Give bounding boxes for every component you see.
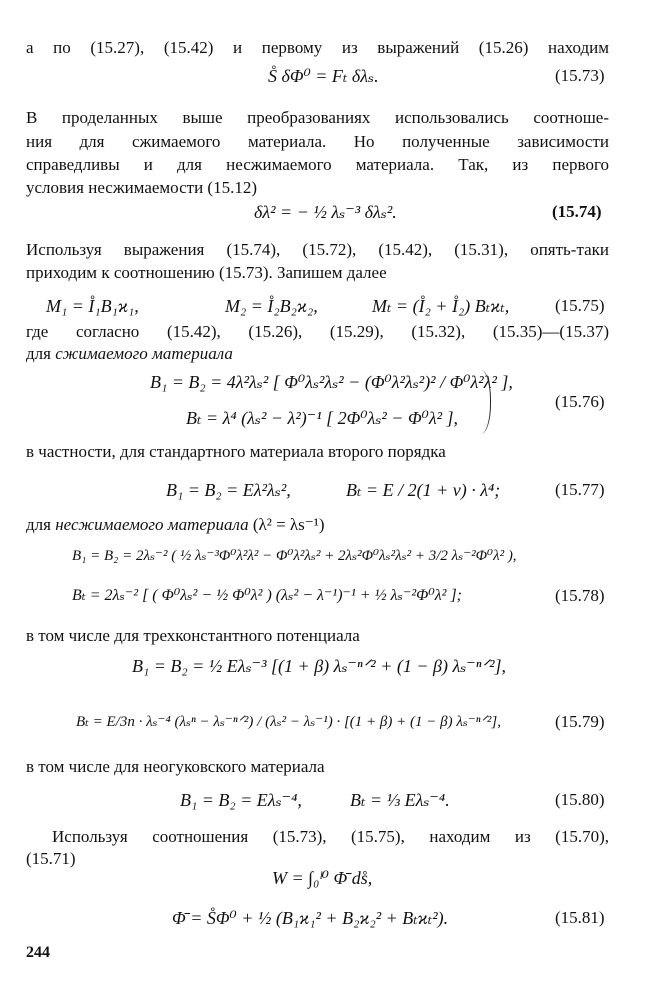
text-line [26,514,609,536]
equation-number: (15.73) [555,66,605,85]
equation: δλ² = − ½ λₛ⁻³ δλₛ². [254,202,397,222]
equation-number: (15.78) [555,586,605,605]
equation: M₁ = I̊₁B₁ϰ₁, [46,296,139,316]
equation: Mₜ = (I̊₂ + I̊₂) Bₜϰₜ, [372,296,510,316]
equation-number: (15.75) [555,296,605,315]
equation: W = ∫₀ˡ⁰ Φ̄ ds̊, [272,868,373,888]
page-number: 244 [26,944,50,961]
equation-number: (15.79) [555,712,605,731]
text-line: В проделанных выше преобразованиях использовались соотноше- [26,108,609,127]
text-line: а по (15.27), (15.42) и первому из выражений (15.26) находим [26,38,609,57]
text-line: условия несжимаемости (15.12) [26,178,257,197]
text-line: справедливы и для несжимаемого материала. Так, из первого [26,155,609,174]
equation: Bₜ = λ⁴ (λₛ² − λ²)⁻¹ [ 2Φ⁰λₛ² − Φ⁰λ² ], [186,408,459,428]
equation: Bₜ = ⅓ Eλₛ⁻⁴. [350,790,450,810]
italic-term: несжимаемого материала [55,515,249,534]
equation: Bₜ = 2λₛ⁻² [ ( Φ⁰λₛ² − ½ Φ⁰λ² ) (λₛ² − λ⁻¹)⁻¹ + ½ λₛ⁻²Φ⁰λ² ]; [72,587,463,604]
equation: B₁ = B₂ = 2λₛ⁻² ( ½ λₛ⁻³Φ⁰λ²λ² − Φ⁰λ²λₛ² + 2λₛ²Φ⁰λₛ²λₛ² + 3/2 λₛ⁻²Φ⁰λ² ), [72,548,517,564]
equation: Bₜ = E/3n · λₛ⁻⁴ (λₛⁿ − λₛ⁻ⁿᐟ²) / (λₛ² − λₛ⁻¹) · [(1 + β) + (1 − β) λₛ⁻ⁿᐟ²], [76,714,501,730]
equation: B₁ = B₂ = 4λ²λₛ² [ Φ⁰λₛ²λₛ² − (Φ⁰λ²λₛ²)² / Φ⁰λ²λ² ], [150,372,513,392]
text-line: в том числе для трехконстантного потенциала [26,626,360,645]
text-line [26,343,609,365]
text-line: в том числе для неогуковского материала [26,757,325,776]
text-line: в частности, для стандартного материала второго порядка [26,442,446,461]
equation: Φ̄ = S̊Φ⁰ + ½ (B₁ϰ₁² + B₂ϰ₂² + Bₜϰₜ²). [172,908,449,928]
text-span: для [26,515,56,534]
italic-term: сжимаемого материала [55,344,233,363]
equation: B₁ = B₂ = Eλₛ⁻⁴, [180,790,302,810]
text-line: (15.71) [26,849,76,868]
text-line: где согласно (15.42), (15.26), (15.29), (15.32), (15.35)—(15.37) [26,322,609,341]
text-line: приходим к соотношению (15.73). Запишем далее [26,263,387,282]
equation: B₁ = B₂ = Eλ²λₛ², [166,480,291,500]
text-span: для [26,344,56,363]
equation: B₁ = B₂ = ½ Eλₛ⁻³ [(1 + β) λₛ⁻ⁿᐟ² + (1 − β) λₛ⁻ⁿᐟ²], [132,656,507,676]
equation: Bₜ = E / 2(1 + ν) · λ⁴; [346,480,501,500]
text-line: ния для сжимаемого материала. Но полученные зависимости [26,132,609,151]
equation-number: (15.74) [552,202,602,221]
equation: M₂ = I̊₂B₂ϰ₂, [225,296,318,316]
text-line: Используя соотношения (15.73), (15.75), находим из (15.70), [52,827,609,846]
text-line: Используя выражения (15.74), (15.72), (15.42), (15.31), опять-таки [26,240,609,259]
equation-number: (15.81) [555,908,605,927]
text-span: (λ² = λs⁻¹) [248,515,325,534]
equation: S̊ δΦ⁰ = Fₜ δλₛ. [268,66,379,86]
equation-number: (15.76) [555,392,605,411]
equation-number: (15.80) [555,790,605,809]
equation-number: (15.77) [555,480,605,499]
